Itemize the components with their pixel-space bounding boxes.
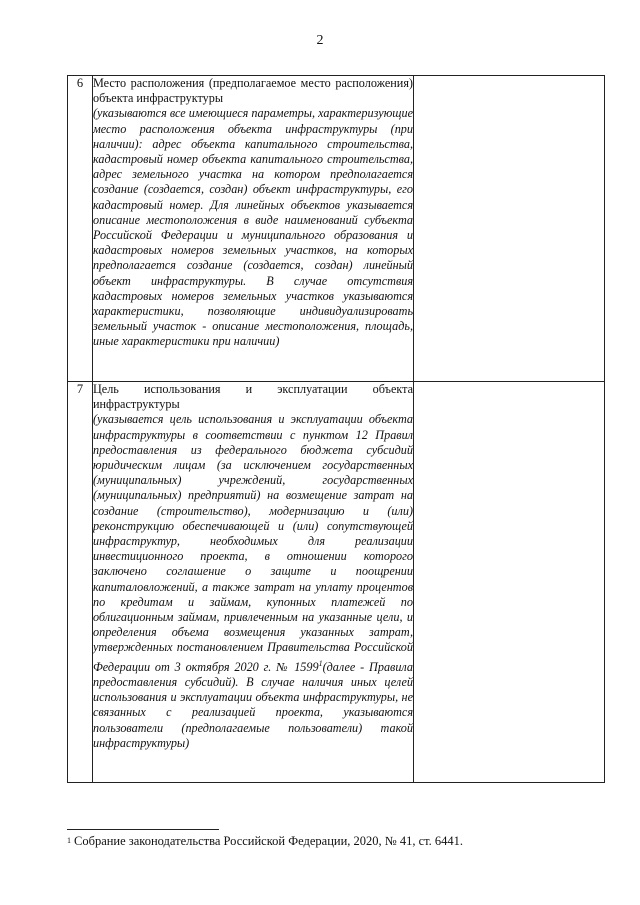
page-number: 2	[316, 33, 324, 48]
row-description	[93, 412, 413, 751]
row-value-cell[interactable]	[414, 76, 605, 382]
row-value-cell[interactable]	[414, 382, 605, 783]
description-part: (далее - Правила предоставления субсидий). В случае наличия иных целей использования и эксплуатации объекта инфраструктуры, не связанных с реализацией проекта, указываются пользователи (предполагаемые пользователи) такой инфраструктуры)	[93, 659, 413, 750]
row-heading: Цель использования и эксплуатации объекта инфраструктуры	[93, 382, 413, 412]
row-number: 6	[68, 76, 93, 382]
row-heading: Место расположения (предполагаемое место расположения) объекта инфраструктуры	[93, 76, 413, 106]
form-table	[67, 75, 605, 783]
description-part: (указывается цель использования и эксплуатации объекта инфраструктуры в соответствии с пунктом 12 Правил предоставления из федерального бюджета субсидий юридическим лицам (за исключением государственных (муниципальных) учреждений, государственных (муниципальных) предприятий) на возмещение затрат на создание (строительство), модернизацию и (или) реконструкцию обеспечивающей и (или) сопутствующей инфраструктур, необходимых для реализации инвестиционного проекта, в отношении которого заключено соглашение о защите и поощрении капиталовложений, а также затрат на уплату процентов по кредитам и займам, купонных платежей по облигационным займам, привлеченным на указанные цели, и определения объема возмещения указанных затрат, утвержденных постановлением Правительства Российской Федерации от 3 октября 2020 г. № 1599	[93, 412, 413, 674]
row-number: 7	[68, 382, 93, 783]
table-row	[68, 76, 605, 382]
footnote-divider	[67, 829, 219, 830]
row-content	[93, 76, 414, 382]
footnote	[67, 834, 463, 849]
row-content	[93, 382, 414, 783]
table-row	[68, 382, 605, 783]
footnote-text: Собрание законодательства Российской Федерации, 2020, № 41, ст. 6441.	[74, 834, 464, 848]
footnote-mark: 1	[67, 836, 71, 845]
footnote-reference[interactable]: 1	[318, 658, 323, 668]
row-description: (указываются все имеющиеся параметры, характеризующие место расположения объекта инфраструктуры (при наличии): адрес объекта капитального строительства, кадастровый номер объекта капитального строительства, адрес земельного участка на котором предполагается создание (создается, создан) объект инфраструктуры, его кадастровый номер. Для линейных объектов указывается описание местоположения в виде наименований субъекта Российской Федерации и муниципального образования и кадастровых номеров земельных участков, на которых предполагается создание (создается, создан) линейный объект инфраструктуры. В случае отсутствия кадастровых номеров земельных участков указываются характеристики, позволяющие индивидуализировать земельный участок - описание местоположения, площадь, иные характеристики при наличии)	[93, 106, 413, 349]
